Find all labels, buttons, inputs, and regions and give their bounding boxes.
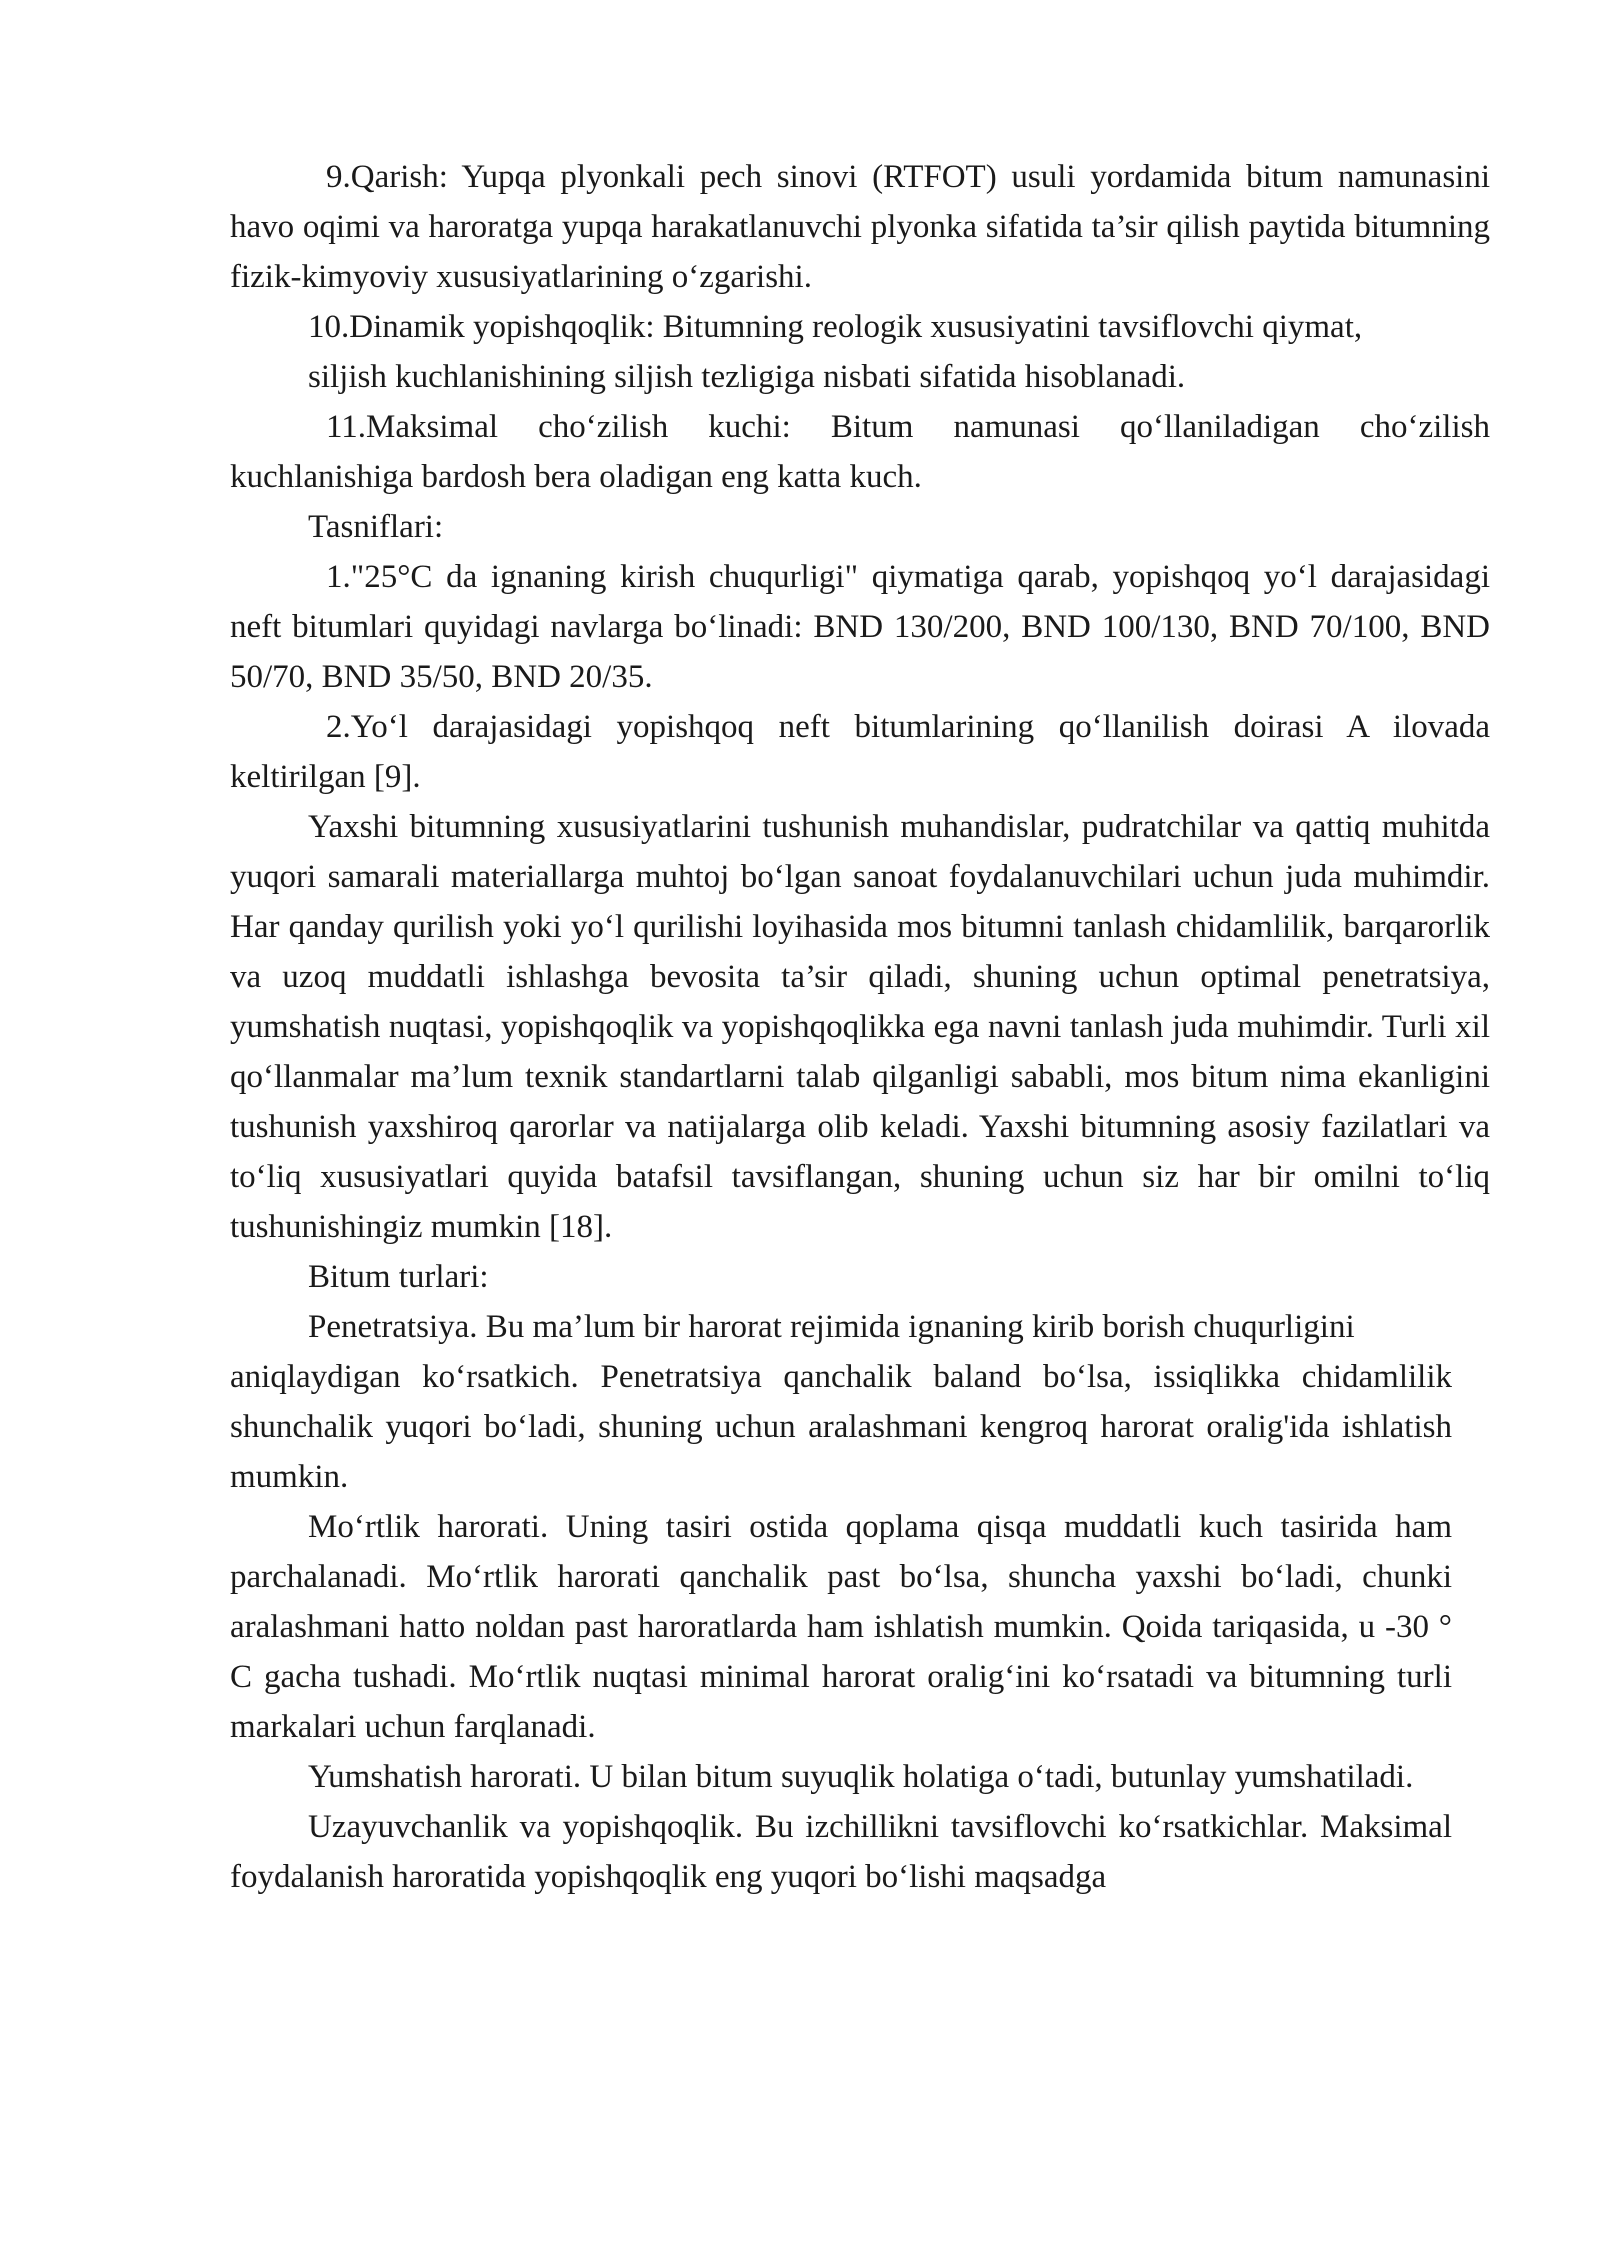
paragraph-softening: Yumshatish harorati. U bilan bitum suyuqlik holatiga o‘tadi, butunlay yumshatiladi.	[308, 1759, 1414, 1795]
paragraph-ductility-viscosity: Uzayuvchanlik va yopishqoqlik. Bu izchillikni tavsiflovchi ko‘rsatkichlar. Maksimal foydalanish haroratida yopishqoqlik eng yuqori bo‘lishi maqsadga	[230, 1809, 1452, 1895]
paragraph-penetration: Penetratsiya. Bu ma’lum bir harorat rejimida ignaning kirib borish chuqurligini	[308, 1309, 1355, 1345]
paragraph-dynamic-viscosity: 10.Dinamik yopishqoqlik: Bitumning reologik xususiyatini tavsiflovchi qiymat,	[308, 309, 1363, 345]
paragraph-classification-2: 2.Yo‘l darajasidagi yopishqoq neft bitumlarining qo‘llanilish doirasi A ilovada keltirilgan [9].	[230, 709, 1490, 795]
paragraph-good-bitumen: Yaxshi bitumning xususiyatlarini tushunish muhandislar, pudratchilar va qattiq muhitda yuqori samarali materiallarga muhtoj bo‘lgan sanoat foydalanuvchilari uchun juda muhimdir. Har qanday qurilish yoki yo‘l qurilishi loyihasida mos bitumni tanlash chidamlilik, barqarorlik va uzoq muddatli ishlashga bevosita ta’sir qiladi, shuning uchun optimal penetratsiya, yumshatish nuqtasi, yopishqoqlik va yopishqoqlikka ega navni tanlash juda muhimdir. Turli xil qo‘llanmalar ma’lum texnik standartlarni talab qilganligi sababli, mos bitum nima ekanligini tushunish yaxshiroq qarorlar va natijalarga olib keladi. Yaxshi bitumning asosiy fazilatlari va to‘liq xususiyatlari quyida batafsil tavsiflangan, shuning uchun siz har bir omilni to‘liq tushunishingiz mumkin [18].	[230, 809, 1490, 1245]
document-body	[230, 152, 1490, 1902]
paragraph-max-tensile-force: 11.Maksimal cho‘zilish kuchi: Bitum namunasi qo‘llaniladigan cho‘zilish kuchlanishiga bardosh bera oladigan eng katta kuch.	[230, 409, 1490, 495]
paragraph-classification-1: 1."25°C da ignaning kirish chuqurligi" qiymatiga qarab, yopishqoq yo‘l darajasidagi neft bitumlari quyidagi navlarga bo‘linadi: BND 130/200, BND 100/130, BND 70/100, BND 50/70, BND 35/50, BND 20/35.	[230, 559, 1490, 695]
paragraph-penetration-continued: aniqlaydigan ko‘rsatkich. Penetratsiya qanchalik baland bo‘lsa, issiqlikka chidamlilik shunchalik yuqori bo‘ladi, shuning uchun aralashmani kengroq harorat oralig'ida ishlatish mumkin.	[230, 1359, 1452, 1495]
heading-bitumen-types: Bitum turlari:	[308, 1259, 489, 1295]
heading-classifications: Tasniflari:	[308, 509, 444, 545]
paragraph-brittleness: Mo‘rtlik harorati. Uning tasiri ostida qoplama qisqa muddatli kuch tasirida ham parchalanadi. Mo‘rtlik harorati qanchalik past bo‘lsa, shuncha yaxshi bo‘ladi, chunki aralashmani hatto noldan past haroratlarda ham ishlatish mumkin. Qoida tariqasida, u -30 ° C gacha tushadi. Mo‘rtlik nuqtasi minimal harorat oralig‘ini ko‘rsatadi va bitumning turli markalari uchun farqlanadi.	[230, 1509, 1452, 1745]
paragraph-dynamic-viscosity-continued: siljish kuchlanishining siljish tezligiga nisbati sifatida hisoblanadi.	[308, 359, 1186, 395]
paragraph-ageing: 9.Qarish: Yupqa plyonkali pech sinovi (RTFOT) usuli yordamida bitum namunasini havo oqimi va haroratga yupqa harakatlanuvchi plyonka sifatida ta’sir qilish paytida bitumning fizik-kimyoviy xususiyatlarining o‘zgarishi.	[230, 159, 1490, 295]
